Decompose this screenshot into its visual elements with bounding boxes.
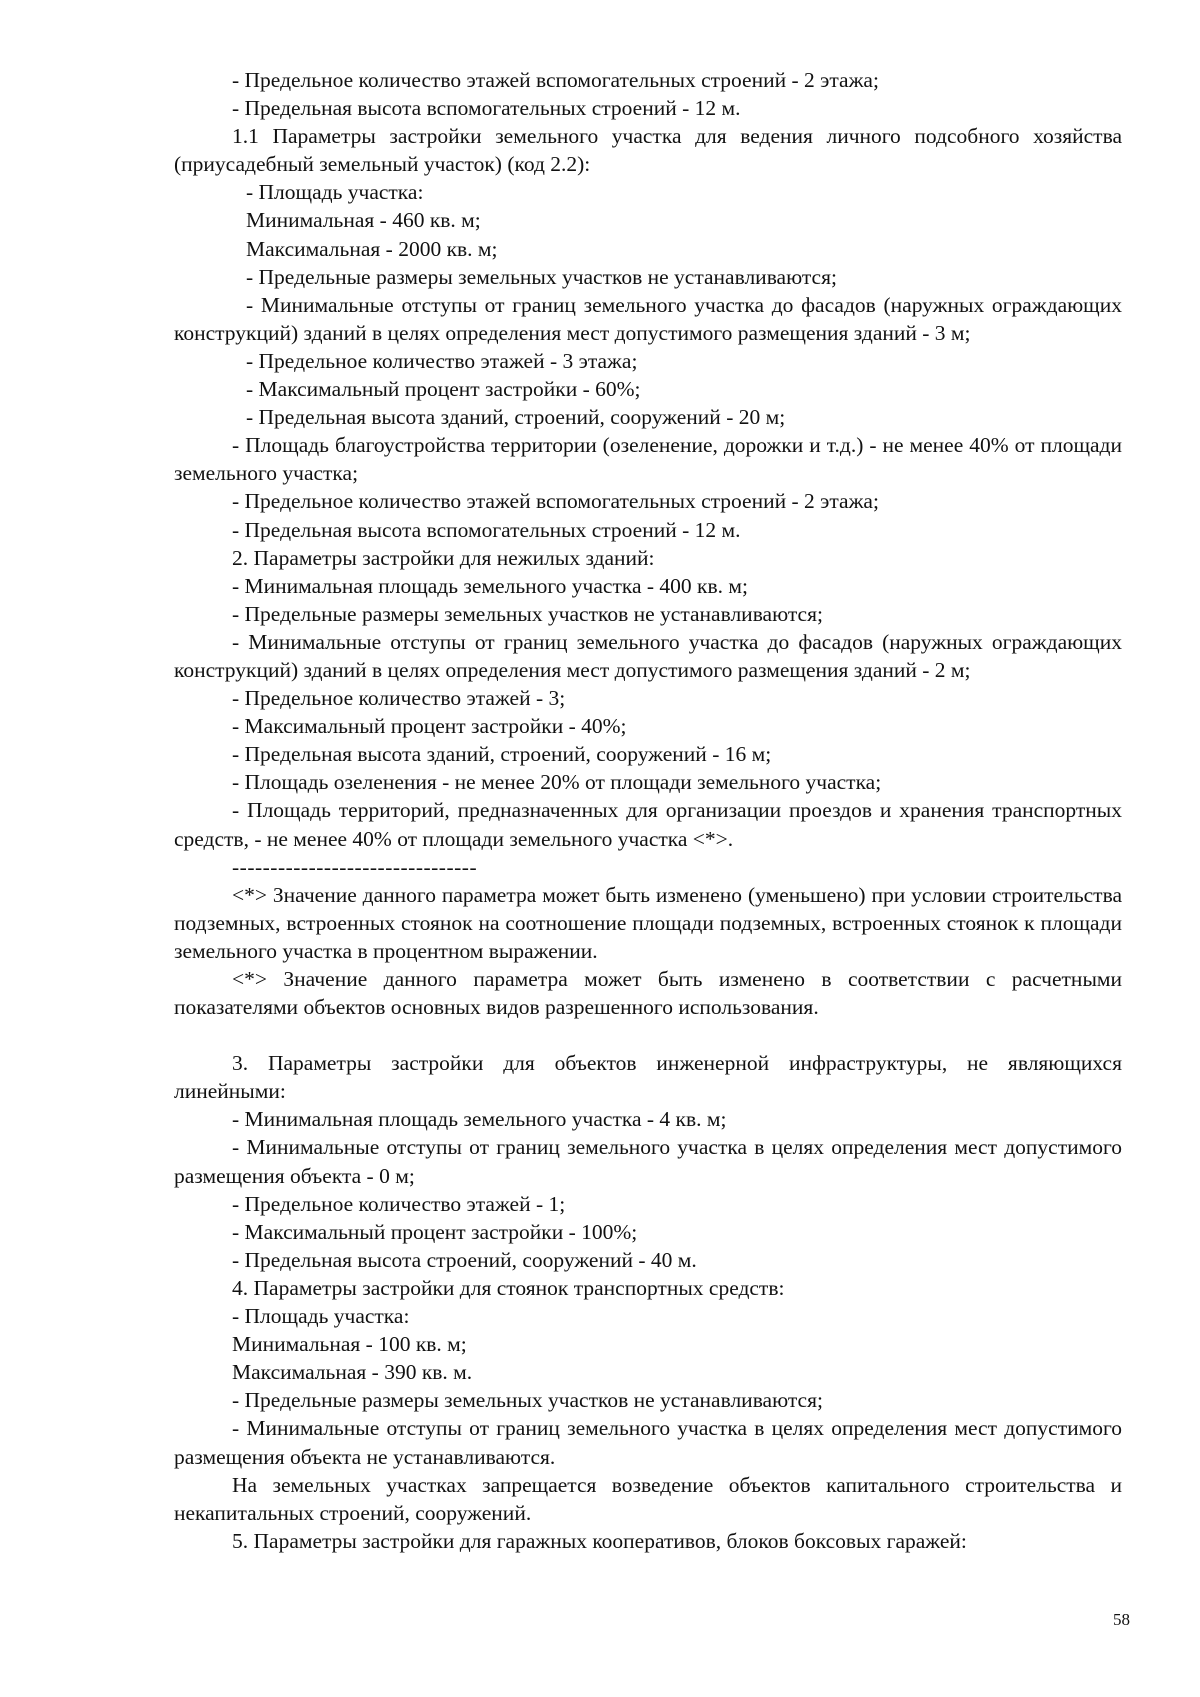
paragraph: - Предельная высота вспомогательных строений - 12 м. — [232, 517, 741, 542]
paragraph: - Предельное количество этажей - 3 этажа; — [246, 348, 638, 373]
paragraph: Минимальная - 460 кв. м; — [246, 208, 481, 233]
footnotes — [174, 881, 1122, 1021]
paragraph: - Предельные размеры земельных участков не устанавливаются; — [232, 601, 823, 626]
footnote: <*> Значение данного параметра может быть изменено (уменьшено) при условии строительства подземных, встроенных стоянок на соотношение площади подземных, встроенных стоянок к площади земельного участка в процентном выражении. — [174, 882, 1122, 963]
paragraph: Максимальная - 2000 кв. м; — [246, 236, 498, 261]
paragraph: - Предельное количество этажей - 1; — [232, 1191, 566, 1216]
document-page — [174, 66, 1122, 1555]
paragraph: - Предельная высота зданий, строений, сооружений - 20 м; — [246, 405, 786, 430]
paragraph: - Предельные размеры земельных участков не устанавливаются; — [232, 1388, 823, 1413]
paragraph: - Минимальная площадь земельного участка - 4 кв. м; — [232, 1107, 727, 1132]
paragraph: - Максимальный процент застройки - 100%; — [232, 1219, 638, 1244]
paragraph: На земельных участках запрещается возведение объектов капитального строительства и некапитальных строений, сооружений. — [174, 1472, 1122, 1525]
paragraph: - Максимальный процент застройки - 40%; — [232, 714, 627, 739]
footnote-separator: -------------------------------- — [232, 854, 478, 879]
paragraph: - Минимальные отступы от границ земельного участка до фасадов (наружных ограждающих конструкций) зданий в целях определения мест допустимого размещения зданий - 3 м; — [174, 292, 1122, 345]
paragraph: - Площадь благоустройства территории (озеленение, дорожки и т.д.) - не менее 40% от площади земельного участка; — [174, 433, 1122, 486]
paragraph: 1.1 Параметры застройки земельного участка для ведения личного подсобного хозяйства (приусадебный земельный участок) (код 2.2): — [174, 124, 1122, 177]
paragraph: - Предельные размеры земельных участков не устанавливаются; — [246, 264, 837, 289]
page-number: 58 — [1113, 1610, 1130, 1629]
paragraph: - Предельная высота строений, сооружений - 40 м. — [232, 1247, 697, 1272]
paragraph: - Минимальные отступы от границ земельного участка в целях определения мест допустимого размещения объекта - 0 м; — [174, 1135, 1122, 1188]
paragraph: - Минимальные отступы от границ земельного участка до фасадов (наружных ограждающих конструкций) зданий в целях определения мест допустимого размещения зданий - 2 м; — [174, 629, 1122, 682]
paragraph: - Предельная высота зданий, строений, сооружений - 16 м; — [232, 742, 772, 767]
paragraph: - Минимальная площадь земельного участка - 400 кв. м; — [232, 573, 748, 598]
paragraph: - Максимальный процент застройки - 60%; — [246, 377, 641, 402]
paragraph: - Предельное количество этажей вспомогательных строений - 2 этажа; — [232, 489, 879, 514]
paragraph: - Предельная высота вспомогательных строений - 12 м. — [232, 96, 741, 121]
parameters-section-b — [174, 1049, 1122, 1555]
paragraph: - Площадь озеленения - не менее 20% от площади земельного участка; — [232, 770, 882, 795]
paragraph: - Площадь территорий, предназначенных для организации проездов и хранения транспортных средств, - не менее 40% от площади земельного участка <*>. — [174, 798, 1122, 851]
paragraph-gap — [174, 1021, 1122, 1049]
paragraph: 2. Параметры застройки для нежилых зданий: — [232, 545, 655, 570]
paragraph: Минимальная - 100 кв. м; — [232, 1332, 467, 1357]
paragraph: 4. Параметры застройки для стоянок транспортных средств: — [232, 1275, 785, 1300]
paragraph: 5. Параметры застройки для гаражных кооперативов, блоков боксовых гаражей: — [232, 1528, 967, 1553]
paragraph: - Предельное количество этажей - 3; — [232, 686, 566, 711]
paragraph: - Площадь участка: — [232, 1304, 410, 1329]
parameters-section-a — [174, 66, 1122, 853]
paragraph: - Предельное количество этажей вспомогательных строений - 2 этажа; — [232, 68, 879, 92]
paragraph: - Площадь участка: — [246, 180, 424, 205]
paragraph: 3. Параметры застройки для объектов инженерной инфраструктуры, не являющихся линейными: — [174, 1051, 1122, 1104]
paragraph: - Минимальные отступы от границ земельного участка в целях определения мест допустимого размещения объекта не устанавливаются. — [174, 1416, 1122, 1469]
footnote: <*> Значение данного параметра может быть изменено в соответствии с расчетными показателями объектов основных видов разрешенного использования. — [174, 967, 1122, 1020]
paragraph: Максимальная - 390 кв. м. — [232, 1360, 473, 1385]
